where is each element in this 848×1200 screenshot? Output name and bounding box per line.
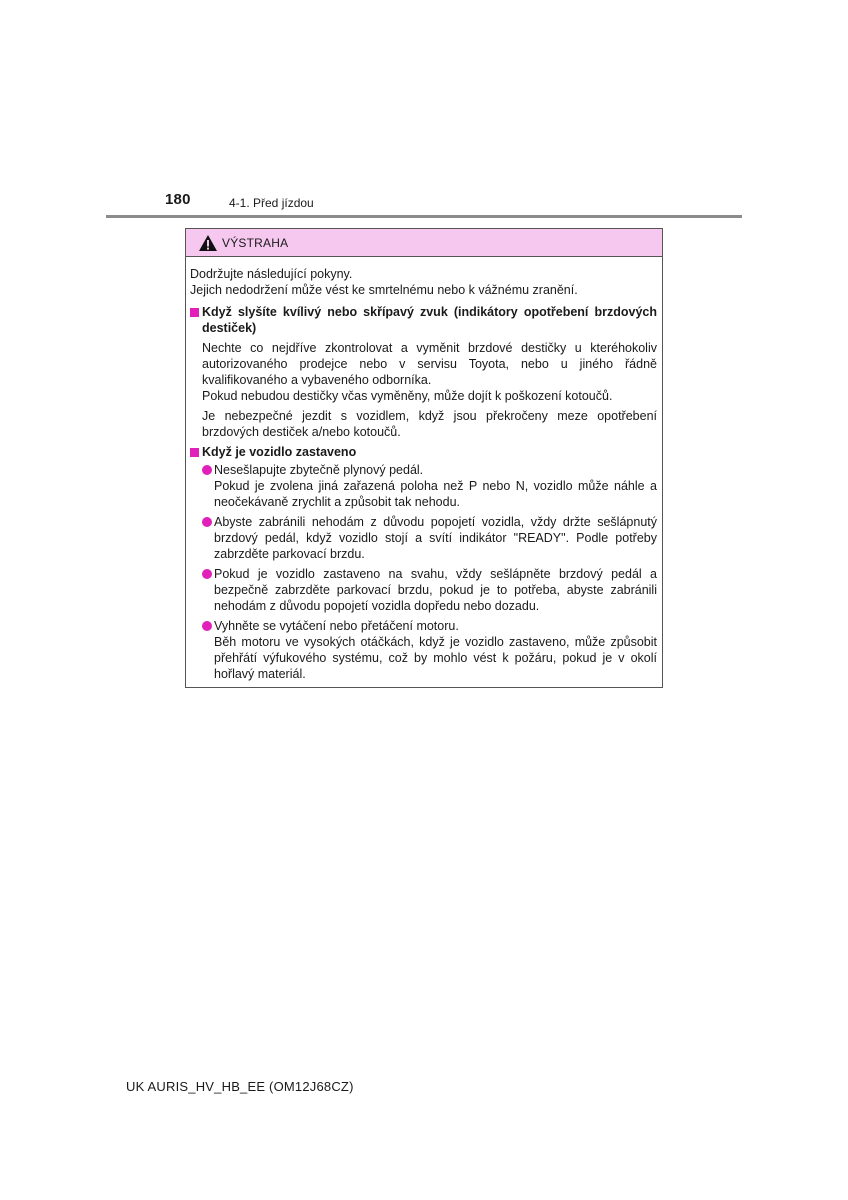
bullet-line: Vyhněte se vytáčení nebo přetáčení motoru. xyxy=(214,619,459,633)
bullet-line: Abyste zabránili nehodám z důvodu popojetí vozidla, vždy držte sešlápnutý brzdový pedál, když vozidlo stojí a svítí indikátor "READY". Podle potřeby zabrzděte parkovací brzdu. xyxy=(214,515,657,561)
circle-bullet-icon xyxy=(202,621,212,631)
section-title: 4-1. Před jízdou xyxy=(229,196,314,210)
warning-body xyxy=(186,257,662,682)
bullet-line: Nesešlapujte zbytečně plynový pedál. xyxy=(214,463,424,477)
warning-title: VÝSTRAHA xyxy=(222,235,289,250)
circle-bullet-icon xyxy=(202,569,212,579)
page-number: 180 xyxy=(165,191,191,208)
section-heading-brake-pads xyxy=(190,304,657,336)
list-item xyxy=(190,462,657,510)
warning-triangle-icon xyxy=(198,234,218,252)
list-item xyxy=(190,514,657,562)
square-bullet-icon xyxy=(190,448,199,457)
circle-bullet-icon xyxy=(202,517,212,527)
warning-intro-line-2: Jejich nedodržení může vést ke smrtelnému nebo k vážnému zranění. xyxy=(190,283,578,297)
warning-header xyxy=(186,229,662,257)
circle-bullet-icon xyxy=(202,465,212,475)
paragraph: Pokud nebudou destičky včas vyměněny, může dojít k poškození kotoučů. xyxy=(202,389,613,403)
section-heading-text: Když je vozidlo zastaveno xyxy=(202,445,357,459)
list-item xyxy=(190,566,657,614)
bullet-line: Běh motoru ve vysokých otáčkách, když je vozidlo zastaveno, může způsobit přehřátí výfukového systému, což by mohlo vést k požáru, pokud je v okolí hořlavý materiál. xyxy=(214,635,657,681)
warning-box xyxy=(185,228,663,688)
header-divider xyxy=(106,215,742,218)
section-heading-vehicle-stopped xyxy=(190,444,657,460)
bullet-line: Pokud je vozidlo zastaveno na svahu, vždy sešlápněte brzdový pedál a bezpečně zabrzděte parkovací brzdu, pokud je to potřeba, abyste zabránili nehodám z důvodu popojetí vozidla dopředu nebo dozadu. xyxy=(214,567,657,613)
paragraph: Je nebezpečné jezdit s vozidlem, když jsou překročeny meze opotřebení brzdových destiček a/nebo kotoučů. xyxy=(202,409,657,439)
footer-document-code: UK AURIS_HV_HB_EE (OM12J68CZ) xyxy=(126,1079,354,1094)
bullet-line: Pokud je zvolena jiná zařazená poloha než P nebo N, vozidlo může náhle a neočekávaně zrychlit a způsobit tak nehodu. xyxy=(214,479,657,509)
list-item xyxy=(190,618,657,682)
section-heading-text: Když slyšíte kvílivý nebo skřípavý zvuk (indikátory opotřebení brzdových destiček) xyxy=(202,305,657,335)
square-bullet-icon xyxy=(190,308,199,317)
paragraph: Nechte co nejdříve zkontrolovat a vyměnit brzdové destičky u kteréhokoliv autorizovaného prodejce nebo v servisu Toyota, nebo u jiného řádně kvalifikovaného a vybaveného odborníka. xyxy=(202,341,657,387)
warning-intro-line-1: Dodržujte následující pokyny. xyxy=(190,267,353,281)
